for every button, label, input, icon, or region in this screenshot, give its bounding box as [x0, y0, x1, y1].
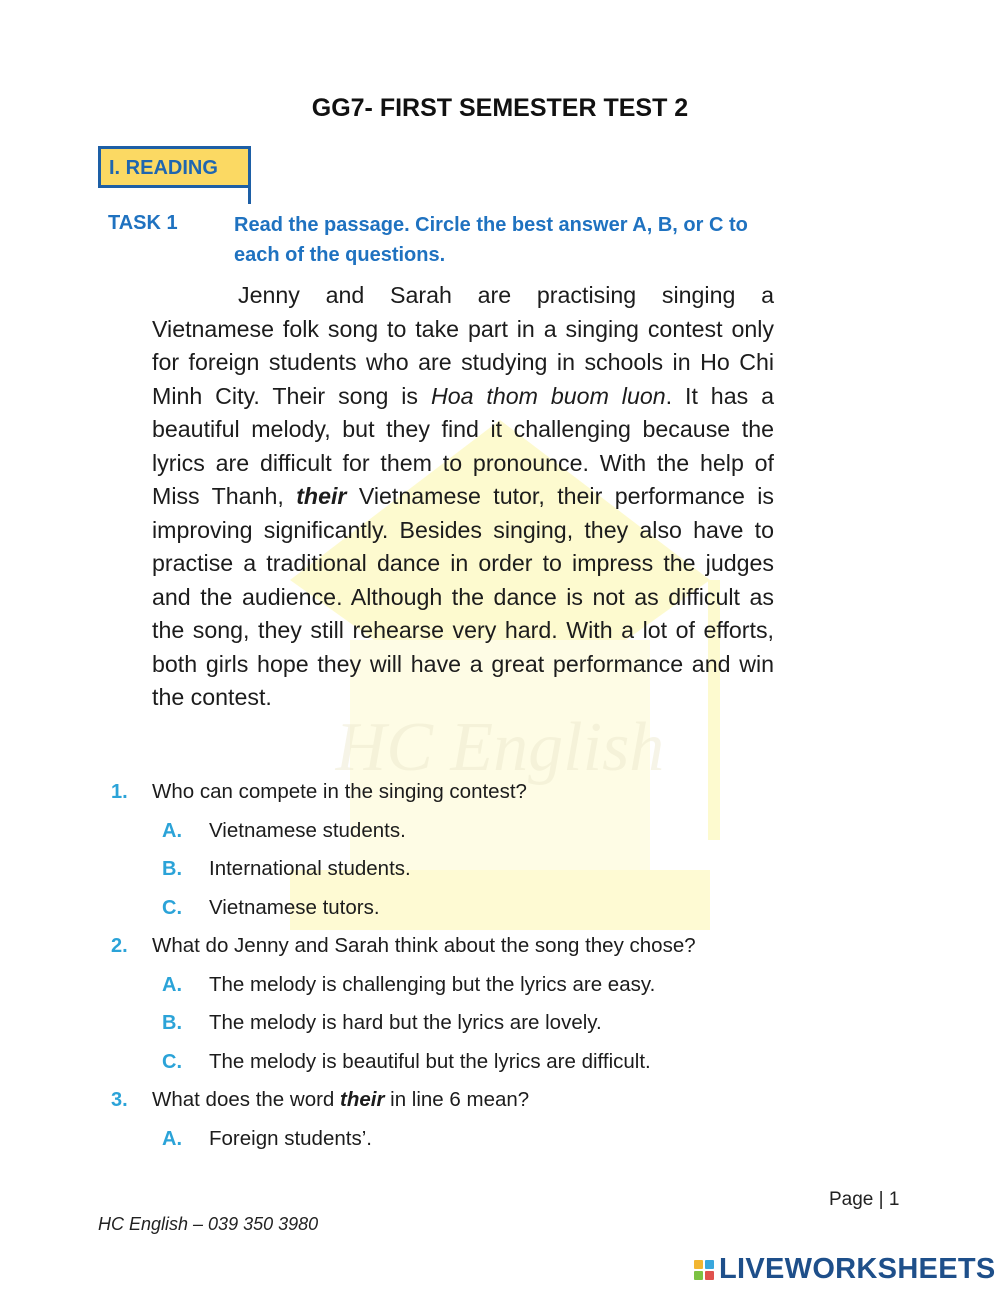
- page-title: GG7- FIRST SEMESTER TEST 2: [311, 94, 689, 122]
- question-1-text: Who can compete in the singing contest?: [152, 780, 527, 803]
- q1-option-a-letter[interactable]: A.: [162, 820, 182, 842]
- question-2-number: 2.: [111, 935, 128, 957]
- question-2-text: What do Jenny and Sarah think about the song they chose?: [152, 934, 696, 957]
- question-3-text-before: What does the word: [152, 1088, 341, 1111]
- q2-option-b-letter[interactable]: B.: [162, 1012, 182, 1034]
- q1-option-c-text[interactable]: Vietnamese tutors.: [209, 896, 380, 919]
- question-1-number: 1.: [111, 781, 128, 803]
- q2-option-c-text[interactable]: The melody is beautiful but the lyrics are difficult.: [209, 1050, 651, 1073]
- passage-part2: . It has a beautiful melody, but they find it challenging because the lyrics are difficult for them to pronounce. With the help of Miss Thanh,: [152, 382, 775, 509]
- q2-option-a-letter[interactable]: A.: [162, 974, 182, 996]
- q1-option-b-text[interactable]: International students.: [209, 857, 411, 880]
- passage-song-title: Hoa thom buom luon: [430, 382, 666, 409]
- liveworksheets-logo[interactable]: [694, 1253, 996, 1286]
- section-label: I. READING: [109, 157, 218, 179]
- passage-part1: Jenny and Sarah are practising singing a Vietnamese folk song to take part in a singing contest only for foreign students who are studying in schools in Ho Chi Minh City. Their song is: [152, 282, 774, 409]
- q1-option-a-text[interactable]: Vietnamese students.: [209, 819, 406, 842]
- passage-part3: Vietnamese tutor, their performance is improving significantly. Besides singing, they also have to practise a traditional dance in order to impress the judges and the audience. Although the dance is not as difficult as the song, they still rehearse very hard. With a lot of efforts, both girls hope they will have a great performance and win the contest.: [152, 483, 774, 710]
- q1-option-c-letter[interactable]: C.: [162, 897, 182, 919]
- page-number: Page | 1: [829, 1189, 900, 1210]
- footer-contact: HC English – 039 350 3980: [98, 1214, 319, 1234]
- q2-option-a-text[interactable]: The melody is challenging but the lyrics are easy.: [209, 973, 656, 996]
- question-3-emphasis: their: [340, 1088, 385, 1111]
- question-3-number: 3.: [111, 1089, 128, 1111]
- q3-option-a-text[interactable]: Foreign students’.: [209, 1127, 372, 1150]
- q2-option-b-text[interactable]: The melody is hard but the lyrics are lovely.: [209, 1011, 602, 1034]
- task-instruction-line1: Read the passage. Circle the best answer A, B, or C to: [234, 214, 748, 236]
- watermark-text: HC English: [335, 709, 665, 786]
- liveworksheets-logo-text: LIVEWORKSHEETS: [719, 1253, 996, 1285]
- liveworksheets-logo-icon: [694, 1260, 714, 1280]
- task-instruction: [234, 210, 834, 270]
- section-header: [98, 146, 248, 188]
- task-instruction-line2: each of the questions.: [234, 244, 446, 266]
- question-3-text-after: in line 6 mean?: [384, 1088, 530, 1111]
- q1-option-b-letter[interactable]: B.: [162, 858, 182, 880]
- passage-emphasis: their: [296, 483, 347, 509]
- question-3-text: [152, 1088, 529, 1112]
- q3-option-a-letter[interactable]: A.: [162, 1128, 182, 1150]
- q2-option-c-letter[interactable]: C.: [162, 1051, 182, 1073]
- task-number: TASK 1: [108, 212, 178, 234]
- reading-passage: [152, 279, 774, 715]
